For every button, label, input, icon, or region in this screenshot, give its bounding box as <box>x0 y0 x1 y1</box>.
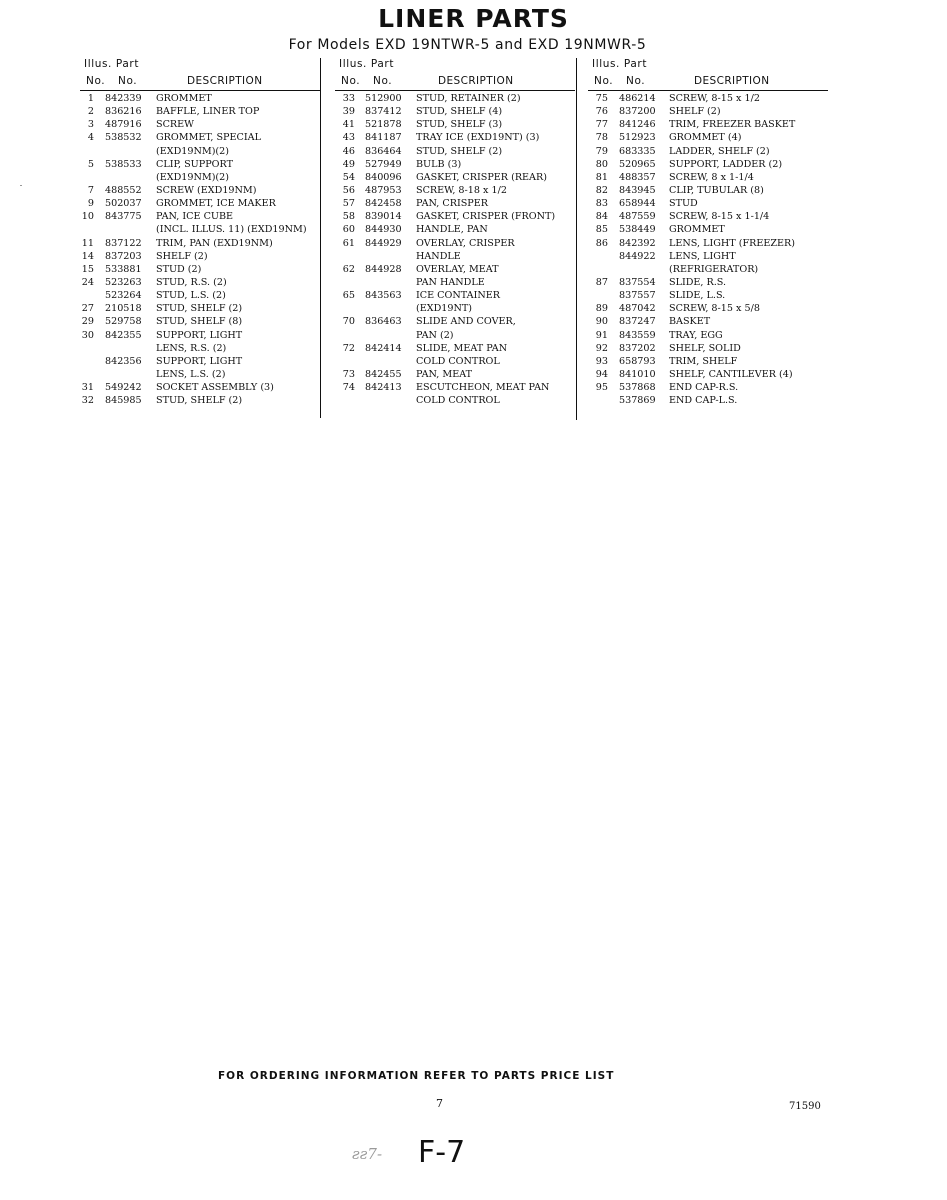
part-number: 488357 <box>619 171 656 183</box>
part-number: 523264 <box>105 290 142 302</box>
illus-number: 46 <box>342 145 355 157</box>
part-number: 839014 <box>365 211 402 223</box>
parts-row <box>335 145 575 158</box>
parts-row <box>80 237 320 250</box>
part-number: 844922 <box>619 250 656 262</box>
parts-row <box>335 92 575 105</box>
parts-row <box>80 342 320 355</box>
parts-row <box>335 237 575 250</box>
parts-row <box>588 302 828 315</box>
illus-number: 41 <box>342 119 355 131</box>
illus-number: 15 <box>81 263 94 275</box>
page-subtitle: For Models EXD 19NTWR-5 and EXD 19NMWR-5 <box>288 37 647 53</box>
illus-number: 79 <box>595 145 608 157</box>
parts-row <box>588 237 828 250</box>
part-description: SUPPORT, LADDER (2) <box>669 158 783 170</box>
part-number: 549242 <box>105 382 142 394</box>
parts-row <box>335 197 575 210</box>
part-number: 538532 <box>105 132 142 144</box>
illus-number: 29 <box>81 316 94 328</box>
part-description: STUD (2) <box>156 263 202 275</box>
illus-number: 9 <box>87 198 94 210</box>
page-number: 7 <box>436 1097 443 1110</box>
parts-row <box>80 131 320 144</box>
illus-number: 2 <box>87 106 94 118</box>
part-number: 512923 <box>619 132 656 144</box>
illus-number: 58 <box>342 211 355 223</box>
part-number: 844928 <box>365 263 402 275</box>
part-number: 488552 <box>105 184 142 196</box>
part-description: HANDLE <box>416 250 461 262</box>
part-description: ESCUTCHEON, MEAT PAN <box>416 382 550 394</box>
parts-row <box>80 250 320 263</box>
part-number: 837247 <box>619 316 656 328</box>
parts-row <box>80 381 320 394</box>
part-number: 836464 <box>365 145 402 157</box>
part-number: 520965 <box>619 158 656 170</box>
parts-row <box>335 381 575 394</box>
part-number: 538449 <box>619 224 656 236</box>
parts-row <box>335 368 575 381</box>
part-description: STUD, SHELF (4) <box>416 106 503 118</box>
part-description: SCREW <box>156 119 195 131</box>
header-illus-part: Illus. Part <box>592 58 648 70</box>
part-description: ICE CONTAINER <box>416 290 500 302</box>
part-number: 842392 <box>619 237 656 249</box>
illus-number: 3 <box>87 119 94 131</box>
part-description: SUPPORT, LIGHT <box>156 329 243 341</box>
illus-number: 60 <box>342 224 355 236</box>
illus-number: 4 <box>87 132 94 144</box>
parts-row <box>335 342 575 355</box>
part-description: PAN, ICE CUBE <box>156 211 234 223</box>
part-description: SCREW, 8-15 x 5/8 <box>669 303 760 315</box>
part-description: SHELF, SOLID <box>669 342 741 354</box>
part-description: OVERLAY, CRISPER <box>416 237 515 249</box>
part-description: PAN (2) <box>416 329 454 341</box>
parts-row <box>588 250 828 263</box>
part-description: TRIM, SHELF <box>669 355 738 367</box>
parts-row <box>588 223 828 236</box>
part-description: BASKET <box>669 316 711 328</box>
parts-row <box>335 276 575 289</box>
parts-row <box>588 197 828 210</box>
parts-row <box>80 276 320 289</box>
handwritten-mark: ƨƨ7- <box>352 1145 383 1163</box>
parts-row <box>80 355 320 368</box>
header-illus-no: No. <box>341 75 361 87</box>
parts-row <box>588 171 828 184</box>
parts-row <box>588 394 828 407</box>
part-number: 683335 <box>619 145 656 157</box>
illus-number: 7 <box>87 184 94 196</box>
part-number: 842455 <box>365 368 402 380</box>
part-description: SHELF (2) <box>156 250 208 262</box>
parts-row <box>335 315 575 328</box>
illus-number: 94 <box>595 368 608 380</box>
part-number: 836463 <box>365 316 402 328</box>
part-number: 523263 <box>105 276 142 288</box>
part-number: 843775 <box>105 211 142 223</box>
part-number: 845985 <box>105 395 142 407</box>
header-illus-part: Illus. Part <box>339 58 395 70</box>
part-number: 843563 <box>365 290 402 302</box>
parts-row <box>80 118 320 131</box>
header-description: DESCRIPTION <box>187 75 263 87</box>
part-description: SCREW (EXD19NM) <box>156 184 257 196</box>
parts-row <box>335 394 575 407</box>
part-number: 533881 <box>105 263 142 275</box>
parts-row <box>335 263 575 276</box>
part-description: SLIDE, MEAT PAN <box>416 342 508 354</box>
part-description: STUD, RETAINER (2) <box>416 93 521 104</box>
illus-number: 84 <box>595 211 608 223</box>
part-description: END CAP-R.S. <box>669 382 739 394</box>
part-description: (EXD19NM)(2) <box>156 145 230 157</box>
part-number: 529758 <box>105 316 142 328</box>
header-part-no: No. <box>626 75 646 87</box>
illus-number: 82 <box>595 184 608 196</box>
part-description: HANDLE, PAN <box>416 224 488 236</box>
page-id: F-7 <box>418 1135 466 1170</box>
part-description: (EXD19NM)(2) <box>156 171 230 183</box>
part-description: (INCL. ILLUS. 11) (EXD19NM) <box>156 224 307 236</box>
parts-row <box>588 158 828 171</box>
part-description: STUD, SHELF (2) <box>156 303 243 315</box>
part-description: BAFFLE, LINER TOP <box>156 106 260 118</box>
scan-speck <box>20 185 22 186</box>
illus-number: 14 <box>81 250 94 262</box>
part-number: 842458 <box>365 198 402 210</box>
part-number: 486214 <box>619 93 656 104</box>
parts-row <box>588 184 828 197</box>
part-description: GROMMET <box>669 224 725 236</box>
part-description: GASKET, CRISPER (FRONT) <box>416 211 556 223</box>
parts-row <box>588 210 828 223</box>
parts-row <box>335 289 575 302</box>
illus-number: 27 <box>81 303 94 315</box>
illus-number: 56 <box>342 184 355 196</box>
part-description: END CAP-L.S. <box>669 395 738 407</box>
parts-column-1 <box>80 58 320 407</box>
part-number: 527949 <box>365 158 402 170</box>
column-header <box>80 58 320 92</box>
part-description: GROMMET, ICE MAKER <box>156 198 276 210</box>
illus-number: 91 <box>595 329 608 341</box>
part-number: 487953 <box>365 184 402 196</box>
parts-row <box>80 184 320 197</box>
part-description: GROMMET (4) <box>669 132 742 144</box>
part-description: LENS, L.S. (2) <box>156 368 226 380</box>
part-description: SLIDE, L.S. <box>669 290 726 302</box>
part-number: 521878 <box>365 119 402 131</box>
part-number: 841246 <box>619 119 656 131</box>
illus-number: 72 <box>342 342 355 354</box>
illus-number: 75 <box>595 93 608 104</box>
illus-number: 1 <box>87 93 94 104</box>
parts-row <box>80 302 320 315</box>
illus-number: 95 <box>595 382 608 394</box>
part-number: 843559 <box>619 329 656 341</box>
part-number: 487916 <box>105 119 142 131</box>
part-number: 837202 <box>619 342 656 354</box>
parts-row <box>80 368 320 381</box>
illus-number: 32 <box>81 395 94 407</box>
part-number: 836216 <box>105 106 142 118</box>
parts-row <box>335 302 575 315</box>
part-description: SLIDE AND COVER, <box>416 316 516 328</box>
illus-number: 81 <box>595 171 608 183</box>
illus-number: 87 <box>595 276 608 288</box>
parts-row <box>335 223 575 236</box>
parts-row <box>80 315 320 328</box>
part-number: 658944 <box>619 198 656 210</box>
column-header <box>588 58 828 92</box>
part-description: SOCKET ASSEMBLY (3) <box>156 382 274 394</box>
part-description: CLIP, TUBULAR (8) <box>669 184 764 196</box>
header-illus-no: No. <box>86 75 106 87</box>
part-description: STUD, SHELF (2) <box>156 395 243 407</box>
parts-row <box>80 158 320 171</box>
parts-row <box>335 184 575 197</box>
parts-row <box>588 105 828 118</box>
illus-number: 43 <box>342 132 355 144</box>
parts-row <box>588 315 828 328</box>
part-description: PAN HANDLE <box>416 276 485 288</box>
ordering-note: FOR ORDERING INFORMATION REFER TO PARTS PRICE LIST <box>218 1070 615 1082</box>
parts-column-3 <box>588 58 828 407</box>
parts-row <box>80 289 320 302</box>
part-number: 843945 <box>619 184 656 196</box>
illus-number: 70 <box>342 316 355 328</box>
header-part-no: No. <box>373 75 393 87</box>
header-rule <box>80 90 320 91</box>
part-description: GROMMET <box>156 93 212 104</box>
illus-number: 80 <box>595 158 608 170</box>
parts-row <box>588 276 828 289</box>
illus-number: 65 <box>342 290 355 302</box>
header-rule <box>335 90 575 91</box>
parts-row <box>588 131 828 144</box>
parts-row <box>588 289 828 302</box>
illus-number: 57 <box>342 198 355 210</box>
part-number: 837412 <box>365 106 402 118</box>
part-description: GASKET, CRISPER (REAR) <box>416 171 547 183</box>
illus-number: 30 <box>81 329 94 341</box>
part-description: STUD, SHELF (3) <box>416 119 503 131</box>
parts-row <box>335 118 575 131</box>
part-description: COLD CONTROL <box>416 395 500 407</box>
part-description: STUD, SHELF (8) <box>156 316 243 328</box>
document-code: 71590 <box>789 1101 821 1112</box>
illus-number: 10 <box>81 211 94 223</box>
parts-row <box>80 92 320 105</box>
part-description: SHELF, CANTILEVER (4) <box>669 368 793 380</box>
part-description: STUD, L.S. (2) <box>156 290 226 302</box>
part-description: TRAY ICE (EXD19NT) (3) <box>416 132 540 144</box>
part-description: COLD CONTROL <box>416 355 500 367</box>
part-description: SCREW, 8-18 x 1/2 <box>416 184 507 196</box>
part-number: 487042 <box>619 303 656 315</box>
part-number: 837554 <box>619 276 656 288</box>
illus-number: 24 <box>81 276 94 288</box>
illus-number: 49 <box>342 158 355 170</box>
part-number: 658793 <box>619 355 656 367</box>
part-number: 842414 <box>365 342 402 354</box>
illus-number: 83 <box>595 198 608 210</box>
part-description: (EXD19NT) <box>416 303 473 315</box>
part-description: LENS, LIGHT (FREEZER) <box>669 237 796 249</box>
illus-number: 62 <box>342 263 355 275</box>
parts-row <box>588 263 828 276</box>
part-number: 842339 <box>105 93 142 104</box>
part-number: 837203 <box>105 250 142 262</box>
parts-row <box>80 145 320 158</box>
header-rule <box>588 90 828 91</box>
part-number: 537869 <box>619 395 656 407</box>
parts-row <box>80 197 320 210</box>
header-part-no: No. <box>118 75 138 87</box>
part-number: 844929 <box>365 237 402 249</box>
parts-row <box>588 92 828 105</box>
part-description: STUD, SHELF (2) <box>416 145 503 157</box>
part-description: LENS, LIGHT <box>669 250 736 262</box>
part-number: 502037 <box>105 198 142 210</box>
part-description: SLIDE, R.S. <box>669 276 727 288</box>
part-description: PAN, CRISPER <box>416 198 488 210</box>
part-number: 841010 <box>619 368 656 380</box>
parts-row <box>80 329 320 342</box>
part-number: 837200 <box>619 106 656 118</box>
parts-row <box>335 131 575 144</box>
illus-number: 73 <box>342 368 355 380</box>
part-number: 538533 <box>105 158 142 170</box>
part-number: 842356 <box>105 355 142 367</box>
parts-row <box>335 250 575 263</box>
illus-number: 77 <box>595 119 608 131</box>
illus-number: 76 <box>595 106 608 118</box>
part-description: SCREW, 8-15 x 1/2 <box>669 93 760 104</box>
illus-number: 33 <box>342 93 355 104</box>
page-title: LINER PARTS <box>378 4 569 33</box>
header-description: DESCRIPTION <box>694 75 770 87</box>
parts-row <box>80 171 320 184</box>
part-number: 210518 <box>105 303 142 315</box>
part-number: 842413 <box>365 382 402 394</box>
part-number: 487559 <box>619 211 656 223</box>
parts-row <box>335 355 575 368</box>
part-description: BULB (3) <box>416 158 462 170</box>
parts-row <box>335 105 575 118</box>
part-number: 841187 <box>365 132 402 144</box>
part-description: SCREW, 8-15 x 1-1/4 <box>669 211 770 223</box>
part-description: PAN, MEAT <box>416 368 473 380</box>
parts-row <box>80 263 320 276</box>
illus-number: 31 <box>81 382 94 394</box>
parts-column-2 <box>335 58 575 407</box>
parts-row <box>80 105 320 118</box>
part-description: LENS, R.S. (2) <box>156 342 227 354</box>
parts-row <box>335 158 575 171</box>
column-divider <box>320 58 321 418</box>
parts-row <box>335 329 575 342</box>
part-description: OVERLAY, MEAT <box>416 263 499 275</box>
parts-row <box>80 223 320 236</box>
parts-row <box>588 329 828 342</box>
part-description: TRIM, PAN (EXD19NM) <box>156 237 273 249</box>
illus-number: 78 <box>595 132 608 144</box>
illus-number: 39 <box>342 106 355 118</box>
part-number: 837122 <box>105 237 142 249</box>
part-description: SUPPORT, LIGHT <box>156 355 243 367</box>
part-number: 840096 <box>365 171 402 183</box>
part-description: STUD <box>669 198 698 210</box>
header-illus-no: No. <box>594 75 614 87</box>
parts-row <box>588 355 828 368</box>
column-divider <box>576 58 577 420</box>
illus-number: 11 <box>81 237 94 249</box>
parts-row <box>80 210 320 223</box>
part-description: SCREW, 8 x 1-1/4 <box>669 171 754 183</box>
part-number: 842355 <box>105 329 142 341</box>
parts-row <box>588 118 828 131</box>
parts-row <box>80 394 320 407</box>
illus-number: 86 <box>595 237 608 249</box>
illus-number: 5 <box>87 158 94 170</box>
part-number: 837557 <box>619 290 656 302</box>
column-header <box>335 58 575 92</box>
part-description: STUD, R.S. (2) <box>156 276 227 288</box>
parts-row <box>335 210 575 223</box>
illus-number: 90 <box>595 316 608 328</box>
parts-row <box>588 368 828 381</box>
illus-number: 89 <box>595 303 608 315</box>
parts-row <box>588 145 828 158</box>
illus-number: 61 <box>342 237 355 249</box>
part-description: TRIM, FREEZER BASKET <box>669 119 796 131</box>
part-description: TRAY, EGG <box>669 329 723 341</box>
part-number: 537868 <box>619 382 656 394</box>
illus-number: 74 <box>342 382 355 394</box>
parts-row <box>588 381 828 394</box>
illus-number: 54 <box>342 171 355 183</box>
part-description: (REFRIGERATOR) <box>669 263 759 275</box>
header-illus-part: Illus. Part <box>84 58 140 70</box>
part-description: GROMMET, SPECIAL <box>156 132 261 144</box>
part-number: 512900 <box>365 93 402 104</box>
illus-number: 93 <box>595 355 608 367</box>
part-description: LADDER, SHELF (2) <box>669 145 770 157</box>
part-number: 844930 <box>365 224 402 236</box>
parts-row <box>588 342 828 355</box>
illus-number: 92 <box>595 342 608 354</box>
parts-row <box>335 171 575 184</box>
header-description: DESCRIPTION <box>438 75 514 87</box>
part-description: SHELF (2) <box>669 106 721 118</box>
part-description: CLIP, SUPPORT <box>156 158 233 170</box>
illus-number: 85 <box>595 224 608 236</box>
